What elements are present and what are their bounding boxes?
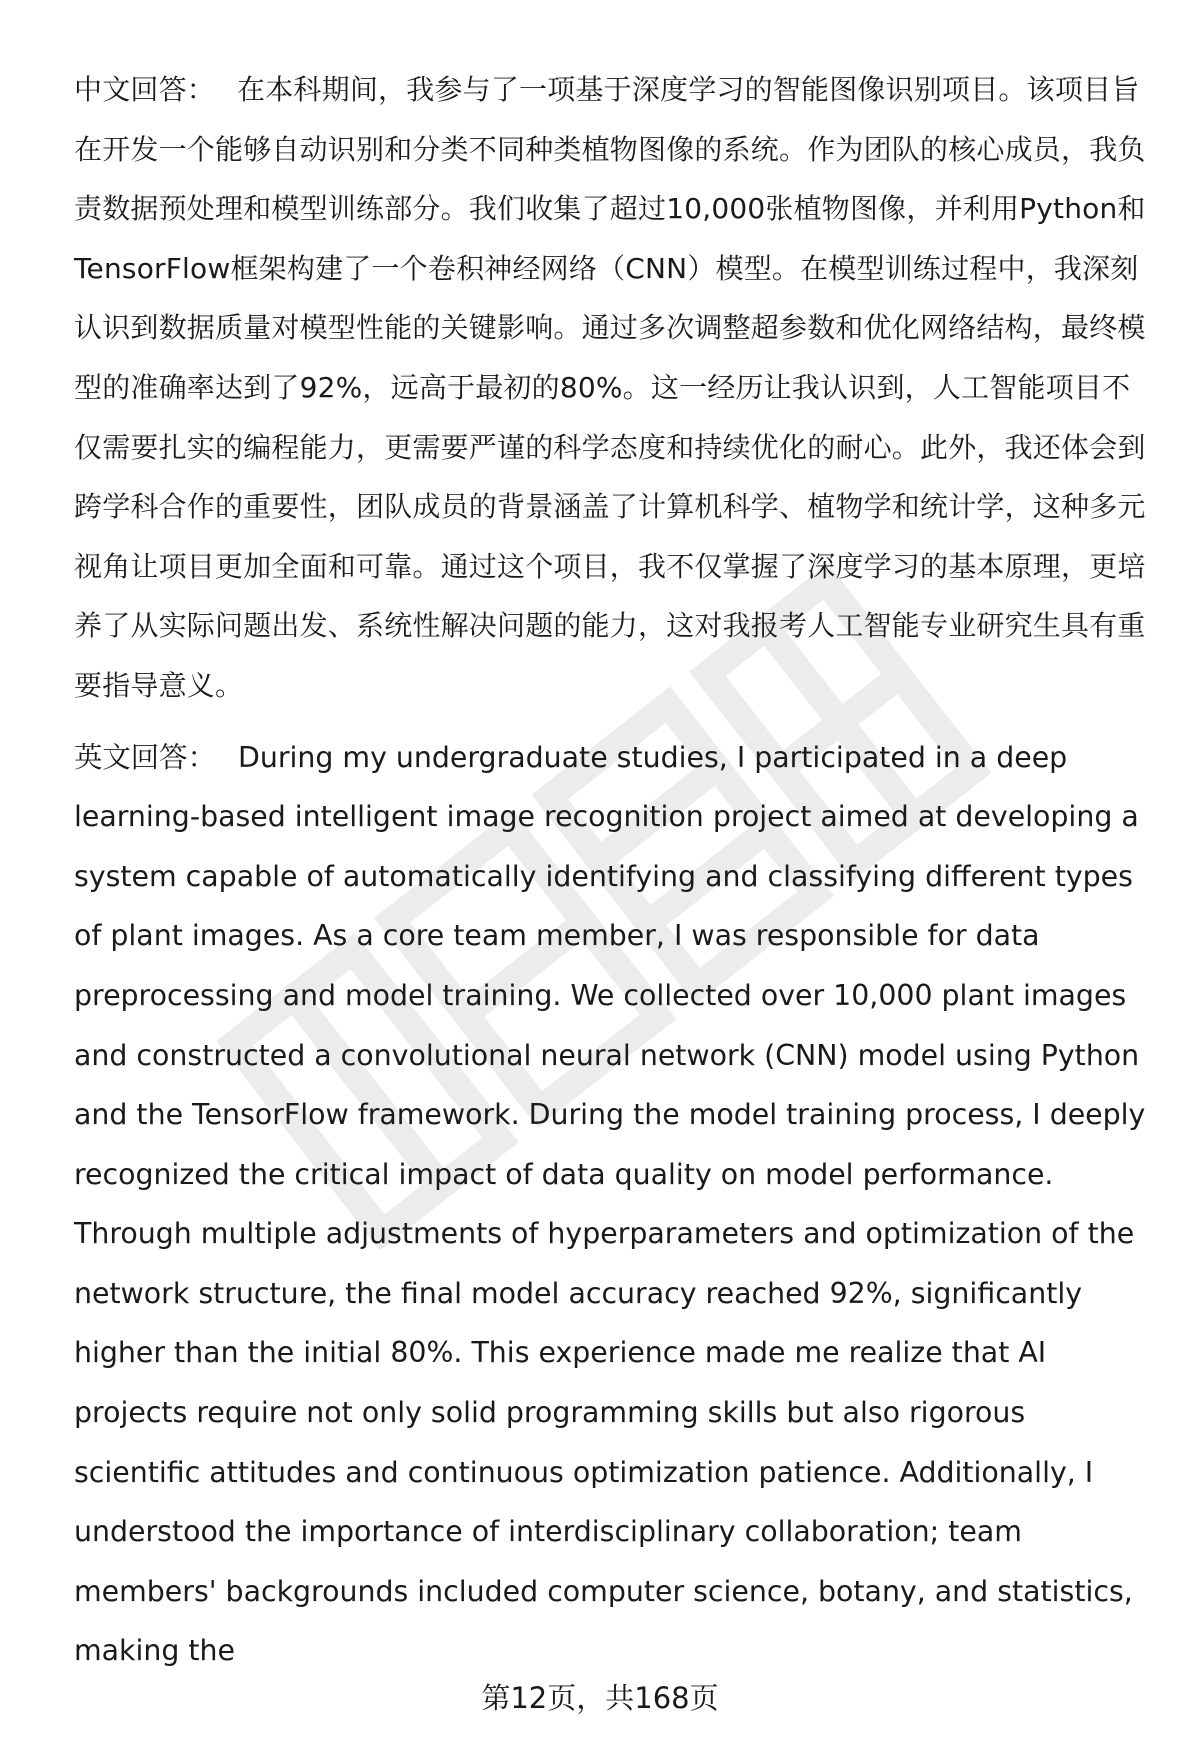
chinese-answer-text: 在本科期间，我参与了一项基于深度学习的智能图像识别项目。该项目旨在开发一个能够自动识别和分类不同种类植物图像的系统。作为团队的核心成员，我负责数据预处理和模型训练部分。我们收集了超过10,000张植物图像，并利用Python和TensorFlow框架构建了一个卷积神经网络（CNN）模型。在模型训练过程中，我深刻认识到数据质量对模型性能的关键影响。通过多次调整超参数和优化网络结构，最终模型的准确率达到了92%，远高于最初的80%。这一经历让我认识到，人工智能项目不仅需要扎实的编程能力，更需要严谨的科学态度和持续优化的耐心。此外，我还体会到跨学科合作的重要性，团队成员的背景涵盖了计算机科学、植物学和统计学，这种多元视角让项目更加全面和可靠。通过这个项目，我不仅掌握了深度学习的基本原理，更培养了从实际问题出发、系统性解决问题的能力，这对我报考人工智能专业研究生具有重要指导意义。 <box>74 73 1146 702</box>
english-answer-paragraph <box>74 728 1154 1682</box>
english-answer-label: 英文回答： <box>74 740 216 774</box>
page-number-footer: 第12页，共168页 <box>481 1681 719 1715</box>
chinese-answer-label: 中文回答： <box>74 73 216 106</box>
english-answer-text: During my undergraduate studies, I participated in a deep learning-based intelligent image recognition project aimed at developing a system capable of automatically identifying and classifying different types of plant images. As a core team member, I was responsible for data preprocessing and model training. We collected over 10,000 plant images and constructed a convolutional neural network (CNN) model using Python and the TensorFlow framework. During the model training process, I deeply recognized the critical impact of data quality on model performance. Through multiple adjustments of hyperparameters and optimization of the network structure, the final model accuracy reached 92%, significantly higher than the initial 80%. This experience made me realize that AI projects require not only solid programming skills but also rigorous scientific attitudes and continuous optimization patience. Additionally, I understood the importance of interdisciplinary collaboration; team members' backgrounds included computer science, botany, and statistics, making the <box>74 740 1146 1668</box>
main-content <box>74 60 1154 1681</box>
chinese-answer-paragraph <box>74 60 1154 716</box>
